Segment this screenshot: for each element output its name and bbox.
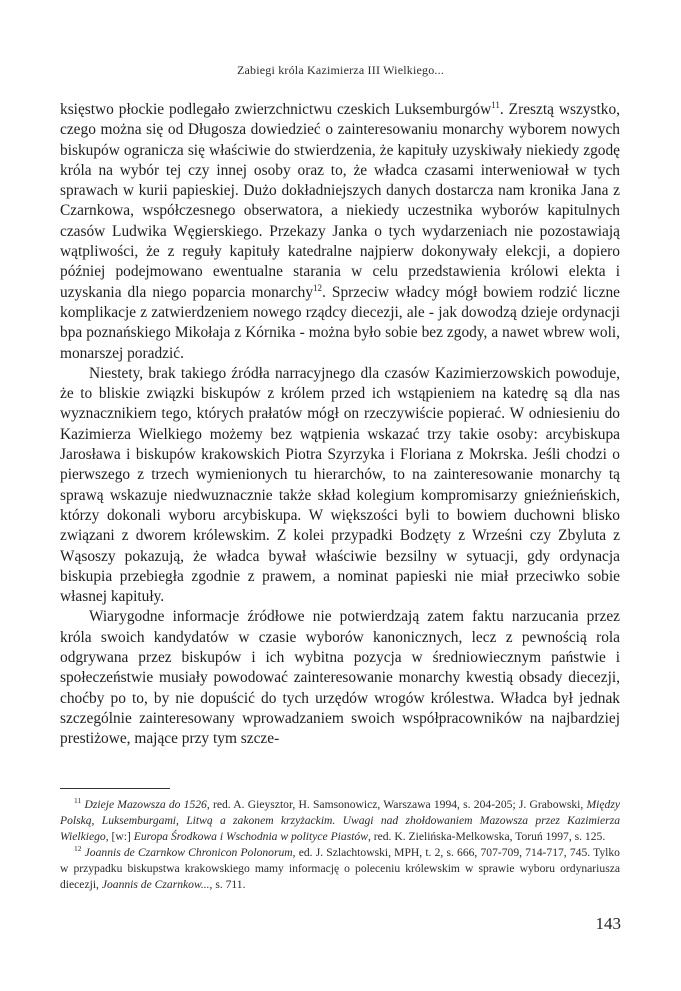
text-run: Wiarygodne informacje źródłowe nie potwierdzają zatem faktu narzucania przez króla swoich kandydatów w czasie wyborów kanonicznych, lecz z pewnością rola odgrywana przez biskupów i ich wybitna pozycja w średniowiecznym państwie i społeczeństwie musiały powodować zainteresowanie monarchy kwestią obsady diecezji, choćby po to, by nie dopuścić do tych urzędów wrogów królestwa. Władca był jednak szczególnie zainteresowany wprowadzaniem swoich współpracowników na najbardziej prestiżowe, mające przy tym szcze-	[60, 608, 620, 748]
footnote-separator	[60, 788, 170, 789]
text-run: , s. 711.	[209, 877, 246, 891]
citation-title: Joannis de Czarnkow...	[101, 877, 210, 891]
footnote-11	[60, 797, 620, 845]
text-run: . Sprzeciw władcy mógł bowiem rodzić liczne komplikacje z zatwierdzeniem nowego rządcy diecezji, ale - jak dowodzą dzieje ordynacji bpa poznańskiego Mikołaja z Kórnika - można było sobie bez zgody, a nawet wbrew woli, monarszej poradzić.	[60, 283, 620, 362]
footnote-12	[60, 845, 620, 893]
text-run: , red. A. Gieysztor, H. Samsonowicz, Warszawa 1994, s. 204-205; J. Grabowski,	[206, 798, 587, 811]
text-run: , red. K. Zielińska-Melkowska, Toruń 1997, s. 125.	[367, 829, 606, 843]
citation-title: Między Polską, Luksemburgami, Litwą a zakonem krzyżackim. Uwagi nad zhołdowaniem Mazowsza przez Kazimierza Wielkiego	[60, 798, 620, 843]
footnote-number: 12	[74, 843, 82, 853]
footnote-ref-12[interactable]: 12	[313, 282, 323, 293]
paragraph-2	[60, 364, 620, 608]
text-run: Niestety, brak takiego źródła narracyjnego dla czasów Kazimierzowskich powoduje, że to bliskie związki biskupów z królem przed ich wstąpieniem na katedrę są dla nas wyznacznikiem tego, których prałatów mógł on rzeczywiście popierać. W odniesieniu do Kazimierza Wielkiego możemy bez wątpienia wskazać trzy takie osoby: arcybiskupa Jarosława i biskupów krakowskich Piotra Szyrzyka i Floriana z Mokrska. Jeśli chodzi o pierwszego z trzech wymienionych tu hierarchów, to na zainteresowanie monarchy tą sprawą wskazuje niedwuznacznie także skład kolegium kompromisarzy gnieźnieńskich, którzy dokonali wyboru arcybiskupa. W większości byli to bowiem duchowni blisko związani z dworem królewskim. Z kolei przypadki Bodzęty z Wrześni czy Zbyluta z Wąsoszy pokazują, że władca bywał właściwie bezsilny w sytuacji, gdy ordynacja biskupia przebiegła zgodnie z prawem, a nominat papieski nie miał przeciwko sobie własnej kapituły.	[60, 364, 620, 606]
paragraph-1	[60, 100, 620, 364]
paragraph-3	[60, 607, 620, 749]
citation-title: Joannis de Czarnkow Chronicon Polonorum	[84, 845, 293, 859]
text-run: księstwo płockie podlegało zwierzchnictwu czeskich Luksemburgów	[60, 101, 492, 118]
citation-title: Europa Środkowa i Wschodnia w polityce Piastów	[133, 829, 368, 843]
footnotes	[60, 797, 620, 892]
text-run: . Zresztą wszystko, czego można się od Długosza dowiedzieć o zainteresowaniu monarchy wyborem nowych biskupów ogranicza się właściwie do stwierdzenia, że kapituły uzyskiwały niekiedy zgodę króla na wybór tej czy innej osoby oraz to, że władca czasami interweniował w tych sprawach w kurii papieskiej. Dużo dokładniejszych danych dostarcza nam kronika Jana z Czarnkowa, współczesnego obserwatora, a niekiedy uczestnika wyborów kapitulnych czasów Ludwika Węgierskiego. Przekazy Janka o tych wydarzeniach nie pozostawiają wątpliwości, że z reguły kapituły katedralne najpierw dokonywały elekcji, a dopiero później podejmowano ewentualne starania w celu przedstawienia królowi elekta i uzyskania dla niego poparcia monarchy	[60, 101, 621, 301]
text-run: , [w:]	[105, 829, 134, 843]
page-number: 143	[595, 914, 621, 933]
footnote-ref-11[interactable]: 11	[491, 99, 500, 110]
text-run: , ed. J. Szlachtowski, MPH, t. 2, s. 666, 707-709, 714-717, 745. Tylko w przypadku biskupstwa krakowskiego mamy informację o poleceniu królewskim w sprawie wyboru ordynariusza diecezji,	[60, 845, 620, 891]
footnote-number: 11	[74, 796, 82, 806]
main-text	[60, 100, 620, 750]
citation-title: Dzieje Mazowsza do 1526	[84, 798, 207, 811]
running-head: Zabiegi króla Kazimierza III Wielkiego...	[236, 63, 445, 77]
